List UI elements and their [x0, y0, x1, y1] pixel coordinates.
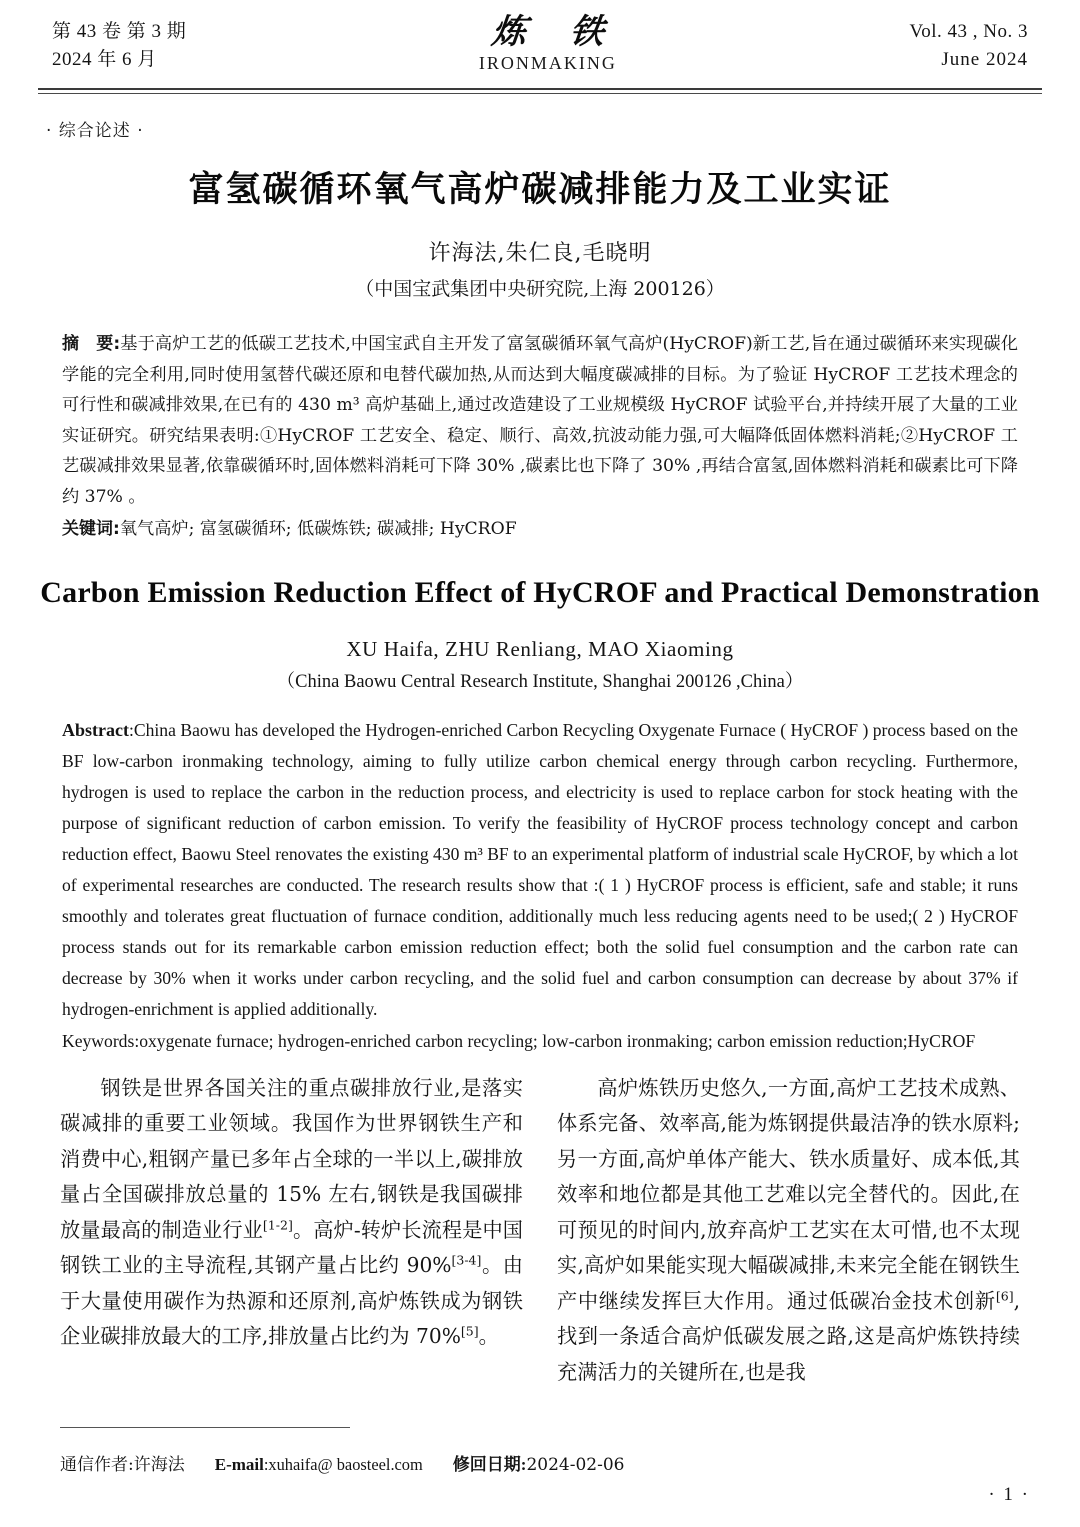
- body-column-right: [557, 1071, 1020, 1391]
- citation-ref-1[interactable]: [1-2]: [262, 1216, 293, 1232]
- authors-cn: 许海法,朱仁良,毛晓明: [428, 241, 652, 266]
- abstract-label-en: Abstract: [62, 719, 129, 740]
- body-left-text-1: 钢铁是世界各国关注的重点碳排放行业,是落实碳减排的重要工业领域。我国作为世界钢铁生产和消费中心,粗钢产量已多年占全球的一半以上,碳排放量占全国碳排放总量的 15% 左右,钢铁是我国碳排放量最高的制造业行业: [60, 1075, 523, 1242]
- keywords-label-en: Keywords: [62, 1030, 135, 1051]
- affiliation-cn: （中国宝武集团中央研究院,上海 200126）: [355, 278, 725, 300]
- abstract-en: [62, 715, 1018, 1025]
- masthead-right: [909, 18, 1042, 74]
- keywords-text-cn: 氧气高炉; 富氢碳循环; 低碳炼铁; 碳减排; HyCROF: [119, 519, 517, 539]
- date-cn: 2024 年 6 月: [52, 49, 157, 70]
- email-label: E-mail: [214, 1455, 264, 1474]
- volume-issue-en: Vol. 43 , No. 3: [909, 21, 1028, 42]
- masthead-left: [38, 18, 186, 74]
- body-left-text-2: 。高炉-转炉长流程是中国钢铁工业的主导流程,其钢产量占比约 90%: [60, 1217, 523, 1277]
- citation-ref-3[interactable]: [5]: [460, 1323, 479, 1339]
- revised-date: [453, 1455, 625, 1475]
- abstract-block-cn: [38, 329, 1042, 545]
- body-left-text-4: 。: [478, 1324, 499, 1348]
- corresponding-author-label: 通信作者:: [60, 1455, 134, 1475]
- keywords-cn: [62, 514, 1018, 545]
- volume-issue-cn: 第 43 卷 第 3 期: [52, 21, 187, 42]
- revised-date-value: 2024-02-06: [526, 1455, 625, 1475]
- masthead: [38, 0, 1042, 84]
- authors-en: XU Haifa, ZHU Renliang, MAO Xiaoming: [346, 636, 734, 661]
- body-column-left: [60, 1071, 523, 1391]
- page-number: · 1 ·: [988, 1484, 1030, 1505]
- body-columns: [38, 1071, 1042, 1391]
- journal-logo: [476, 14, 620, 74]
- keywords-en: [62, 1026, 1018, 1057]
- body-right-text-2: ,找到一条适合高炉低碳发展之路,这是高炉炼铁持续充满活力的关键所在,也是我: [557, 1288, 1020, 1384]
- affiliation-en: （China Baowu Central Research Institute, Shanghai 200126 ,China）: [276, 671, 804, 692]
- body-paragraph-right: [557, 1071, 1020, 1391]
- corresponding-author-value: 许海法: [133, 1455, 185, 1475]
- footnote-divider: [60, 1427, 350, 1428]
- keywords-label-cn: 关键词:: [62, 519, 120, 539]
- corresponding-author: [60, 1455, 185, 1475]
- abstract-cn: [62, 329, 1018, 512]
- page-title-en: Carbon Emission Reduction Effect of HyCROF and Practical Demonstration: [40, 575, 1040, 609]
- page-title: 富氢碳循环氧气高炉碳减排能力及工业实证: [188, 169, 892, 210]
- abstract-text-en: :China Baowu has developed the Hydrogen-enriched Carbon Recycling Oxygenate Furnace ( HyCROF ) process based on the BF low-carbon ironmaking technology, aiming to fully utilize carbon chemical energy through carbon recycling. Furthermore, hydrogen is used to replace the carbon in the reduction process, and electricity is used to replace carbon for stock heating with the purpose of significant reduction of carbon emission. To verify the feasibility of HyCROF process technology concept and carbon reduction effect, Baowu Steel renovates the existing 430 m³ BF to an experimental platform of industrial scale HyCROF, by which a lot of experimental researches are conducted. The research results show that :( 1 ) HyCROF process is efficient, safe and stable; it runs smoothly and tolerates great fluctuation of furnace condition, additionally much less reducing agents need to be used;( 2 ) HyCROF process stands out for its remarkable carbon emission reduction effect; both the solid fuel consumption and the carbon rate can decrease by 30% when it works under carbon recycling, and the solid fuel and carbon consumption can decrease by about 37% if hydrogen-enrichment is applied additionally.: [62, 719, 1018, 1019]
- revised-date-label: 修回日期:: [452, 1455, 527, 1474]
- abstract-block-en: [38, 715, 1042, 1057]
- masthead-divider: [38, 88, 1042, 94]
- body-right-text-1: 高炉炼铁历史悠久,一方面,高炉工艺技术成熟、体系完备、效率高,能为炼钢提供最洁净的铁水原料;另一方面,高炉单体产能大、铁水质量好、成本低,其效率和地位都是其他工艺难以完全替代的。因此,在可预见的时间内,放弃高炉工艺实在太可惜,也不太现实,高炉如果能实现大幅碳减排,未来完全能在钢铁生产中继续发挥巨大作用。通过低碳冶金技术创新: [557, 1075, 1020, 1313]
- body-paragraph-left: [60, 1071, 523, 1355]
- article-category: · 综合论述 ·: [46, 121, 144, 141]
- keywords-text-en: :oxygenate furnace; hydrogen-enriched carbon recycling; low-carbon ironmaking; carbon emission reduction;HyCROF: [134, 1030, 976, 1051]
- citation-ref-2[interactable]: [3-4]: [451, 1252, 482, 1268]
- email-value[interactable]: :xuhaifa@ baosteel.com: [263, 1455, 423, 1474]
- abstract-label-cn: 摘 要:: [62, 334, 121, 354]
- email: [215, 1455, 423, 1475]
- footnote: [60, 1452, 654, 1478]
- citation-ref-6[interactable]: [6]: [995, 1287, 1014, 1303]
- abstract-text-cn: 基于高炉工艺的低碳工艺技术,中国宝武自主开发了富氢碳循环氧气高炉(HyCROF)新工艺,旨在通过碳循环来实现碳化学能的完全利用,同时使用氢替代碳还原和电替代碳加热,从而达到大幅度碳减排的目标。为了验证 HyCROF 工艺技术理念的可行性和碳减排效果,在已有的 430 m³ 高炉基础上,通过改造建设了工业规模级 HyCROF 试验平台,并持续开展了大量的工业实证研究。研究结果表明:①HyCROF 工艺安全、稳定、顺行、高效,抗波动能力强,可大幅降低固体燃料消耗;②HyCROF 工艺碳减排效果显著,依靠碳循环时,固体燃料消耗可下降 30% ,碳素比也下降了 30% ,再结合富氢,固体燃料消耗和碳素比可下降约 37% 。: [62, 334, 1018, 507]
- date-en: June 2024: [941, 49, 1028, 70]
- journal-title-cn: 炼 铁: [489, 12, 622, 52]
- journal-title-en: IRONMAKING: [478, 53, 617, 73]
- body-left-text-3: 。由于大量使用碳作为热源和还原剂,高炉炼铁成为钢铁企业碳排放最大的工序,排放量占比约为 70%: [60, 1253, 523, 1348]
